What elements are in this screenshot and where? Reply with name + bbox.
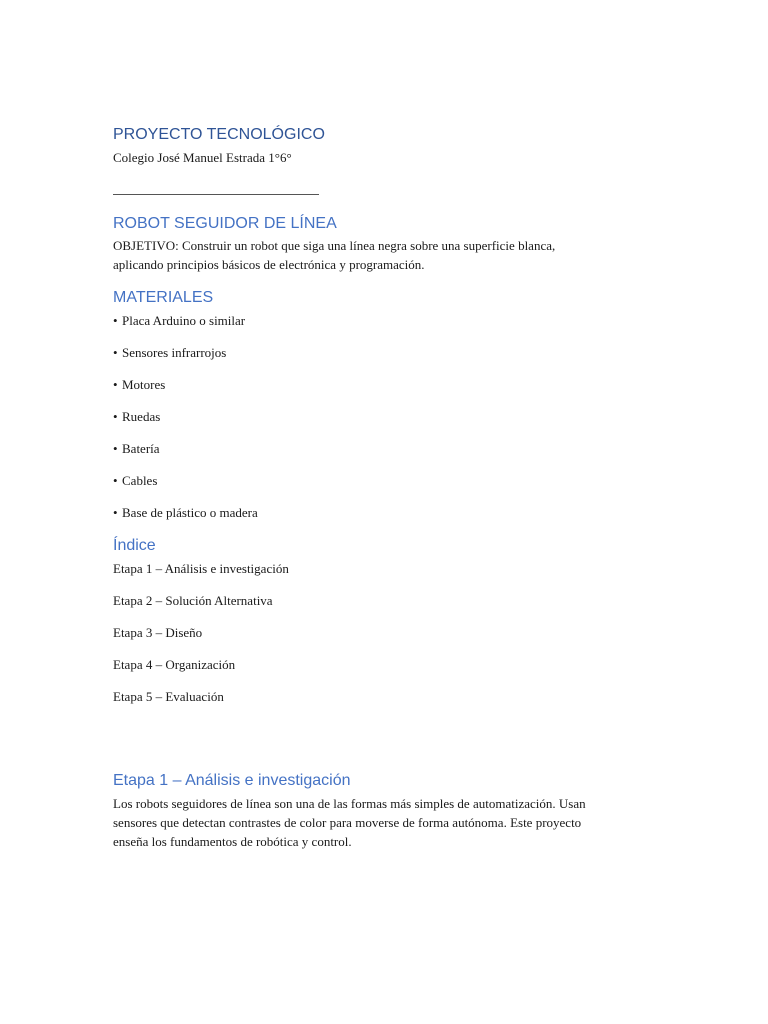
material-item (113, 343, 226, 362)
material-item (113, 503, 258, 522)
stage1-line-3: enseña los fundamentos de robótica y control. (113, 834, 352, 849)
index-item: Etapa 5 – Evaluación (113, 689, 224, 704)
robot-section (113, 214, 673, 274)
material-item (113, 375, 165, 394)
bullet-icon: • (113, 441, 118, 456)
stage1-line-2: sensores que detectan contrastes de color para moverse de forma autónoma. Este proyecto (113, 815, 582, 830)
objective-line-2: aplicando principios básicos de electrónica y programación. (113, 257, 425, 272)
index-item: Etapa 3 – Diseño (113, 625, 203, 640)
material-item-label: Placa Arduino o similar (122, 313, 246, 328)
material-item-label: Motores (122, 377, 166, 392)
document-subtitle: Colegio José Manuel Estrada 1°6° (113, 150, 292, 165)
bullet-icon: • (113, 377, 118, 392)
material-item (113, 311, 245, 330)
materials-section (113, 288, 673, 308)
objective-line-1: OBJETIVO: Construir un robot que siga una línea negra sobre una superficie blanca, (113, 238, 556, 253)
bullet-icon: • (113, 345, 118, 360)
index-heading: Índice (113, 537, 156, 554)
stage1-line-1: Los robots seguidores de línea son una de las formas más simples de automatización. Usan (113, 796, 586, 811)
bullet-icon: • (113, 313, 118, 328)
index-section (113, 536, 673, 556)
material-item-label: Cables (122, 473, 158, 488)
bullet-icon: • (113, 473, 118, 488)
stage1-section (113, 771, 673, 851)
document-header (113, 125, 673, 167)
bullet-icon: • (113, 505, 118, 520)
materials-heading: MATERIALES (113, 289, 214, 306)
index-item: Etapa 2 – Solución Alternativa (113, 593, 273, 608)
stage1-heading: Etapa 1 – Análisis e investigación (113, 772, 351, 789)
horizontal-rule (113, 194, 319, 195)
material-item-label: Base de plástico o madera (122, 505, 258, 520)
material-item-label: Sensores infrarrojos (122, 345, 227, 360)
material-item-label: Batería (122, 441, 160, 456)
material-item (113, 471, 157, 490)
index-item: Etapa 4 – Organización (113, 657, 236, 672)
bullet-icon: • (113, 409, 118, 424)
index-item: Etapa 1 – Análisis e investigación (113, 561, 289, 576)
material-item-label: Ruedas (122, 409, 161, 424)
robot-heading: ROBOT SEGUIDOR DE LÍNEA (113, 215, 337, 232)
material-item (113, 407, 160, 426)
document-title: PROYECTO TECNOLÓGICO (113, 126, 325, 143)
material-item (113, 439, 160, 458)
